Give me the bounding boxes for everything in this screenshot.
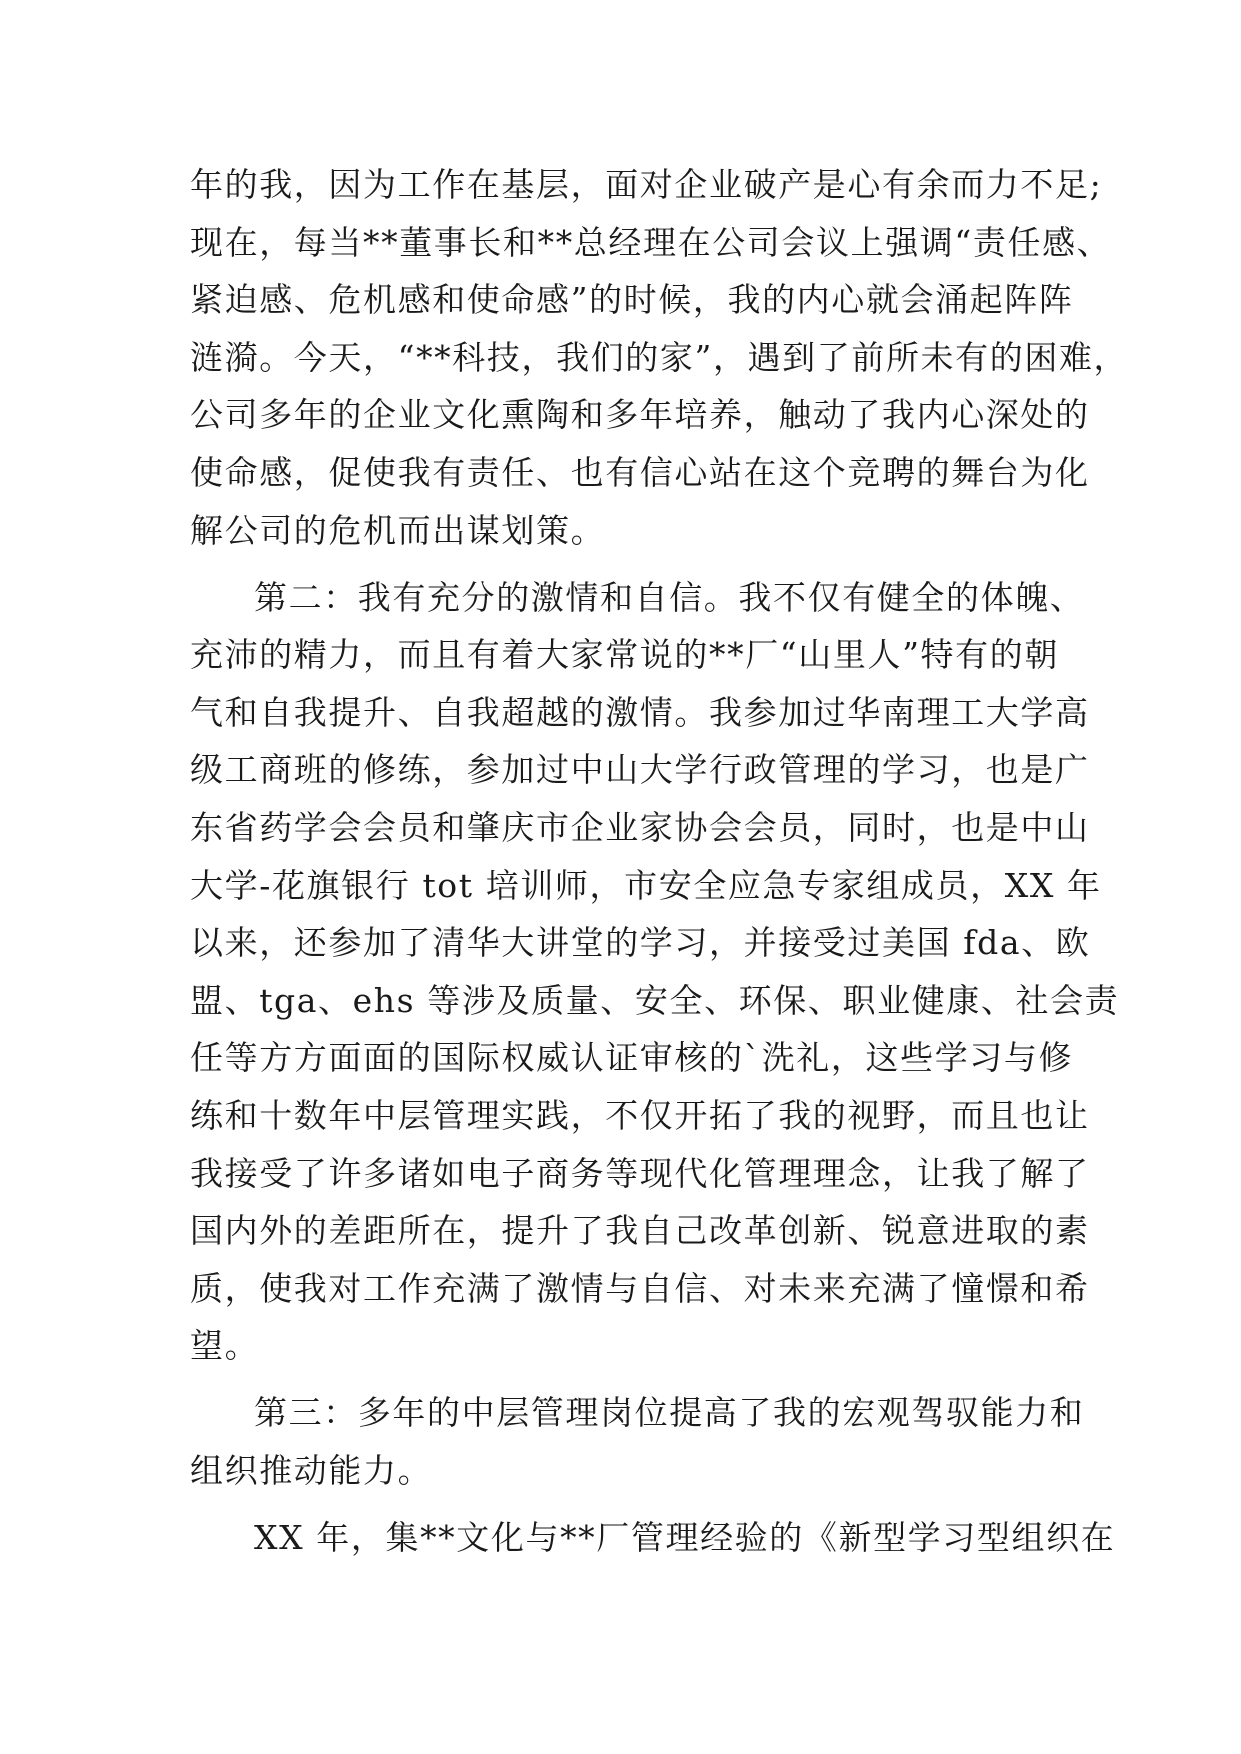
text-line: 国内外的差距所在，提升了我自己改革创新、锐意进取的素	[190, 1211, 1090, 1251]
text-line: 盟、tga、ehs 等涉及质量、安全、环保、职业健康、社会责	[190, 980, 1120, 1020]
text-line: 第三：多年的中层管理岗位提高了我的宏观驾驭能力和	[254, 1393, 1085, 1433]
paragraph-4	[190, 1509, 1116, 1567]
text-line: 涟漪。今天，“**科技，我们的家”，遇到了前所未有的困难，	[190, 337, 1129, 377]
paragraph-1	[190, 156, 1129, 559]
text-line: 气和自我提升、自我超越的激情。我参加过华南理工大学高	[190, 692, 1090, 732]
text-line: 以来，还参加了清华大讲堂的学习，并接受过美国 fda、欧	[190, 923, 1091, 963]
text-line: 大学-花旗银行 tot 培训师，市安全应急专家组成员，XX 年	[190, 865, 1102, 905]
text-line: 公司多年的企业文化熏陶和多年培养，触动了我内心深处的	[190, 395, 1090, 435]
text-line: 练和十数年中层管理实践，不仅开拓了我的视野，而且也让	[190, 1096, 1090, 1135]
document-body	[190, 156, 1129, 1567]
text-line: 质，使我对工作充满了激情与自信、对未来充满了憧憬和希	[190, 1268, 1090, 1308]
paragraph-3	[190, 1384, 1085, 1499]
text-line: 组织推动能力。	[190, 1451, 433, 1491]
text-line: 充沛的精力，而且有着大家常说的**厂“山里人”特有的朝	[190, 635, 1059, 675]
text-line: 紧迫感、危机感和使命感”的时候，我的内心就会涌起阵阵	[190, 280, 1074, 320]
text-line: 使命感，促使我有责任、也有信心站在这个竞聘的舞台为化	[190, 452, 1090, 492]
paragraph-2	[190, 569, 1120, 1375]
text-line: 第二：我有充分的激情和自信。我不仅有健全的体魄、	[254, 577, 1085, 617]
text-line: 解公司的危机而出谋划策。	[190, 510, 606, 550]
text-line: 级工商班的修练，参加过中山大学行政管理的学习，也是广	[190, 750, 1090, 790]
text-line: 年的我，因为工作在基层，面对企业破产是心有余而力不足;	[190, 165, 1103, 204]
text-line: 我接受了许多诸如电子商务等现代化管理理念，让我了解了	[190, 1153, 1090, 1193]
text-line: 现在，每当**董事长和**总经理在公司会议上强调“责任感、	[190, 222, 1112, 262]
text-line: 任等方方面面的国际权威认证审核的`洗礼，这些学习与修	[190, 1038, 1074, 1078]
text-line: 东省药学会会员和肇庆市企业家协会会员，同时，也是中山	[190, 808, 1090, 848]
text-line: 望。	[190, 1326, 260, 1366]
text-line: XX 年，集**文化与**厂管理经验的《新型学习型组织在	[254, 1518, 1116, 1558]
